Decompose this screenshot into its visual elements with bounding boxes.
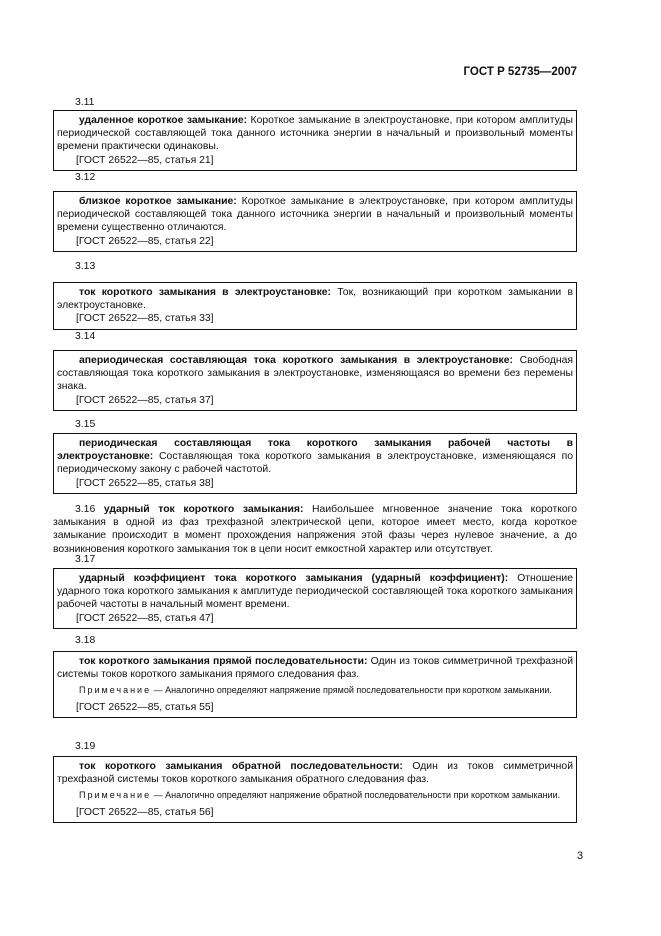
note-label: Примечание	[79, 790, 152, 801]
entry-number: 3.15	[75, 419, 96, 430]
entry-number: 3.18	[75, 635, 96, 646]
page-number: 3	[577, 850, 584, 862]
document-header: ГОСТ Р 52735—2007	[463, 66, 577, 78]
definition-text: Один из токов симметричной трехфазной системы токов короткого замыкания обратного следования фаз.	[57, 761, 573, 786]
note-label: Примечание	[79, 685, 152, 696]
note-text: — Аналогично определяют напряжение прямой последовательности при коротком замыкании.	[151, 685, 552, 696]
definition-text: Короткое замыкание в электроустановке, при котором амплитуды периодической составляющей тока данного источника энергии в начальный и произвольный моменты времени существенно отличаются.	[57, 196, 573, 234]
entry-number: 3.12	[75, 172, 96, 183]
definition-text: Свободная составляющая тока короткого замыкания в электроустановке, изменяющаяся во времени без перемены знака.	[57, 355, 574, 393]
entry-number: 3.14	[75, 331, 96, 342]
reference: [ГОСТ 26522—85, статья 21]	[76, 154, 214, 166]
term: ток короткого замыкания в электроустановке:	[79, 287, 332, 298]
note-text: — Аналогично определяют напряжение обратной последовательности при коротком замыкании.	[151, 790, 561, 801]
reference: [ГОСТ 26522—85, статья 55]	[76, 701, 214, 713]
entry-number: 3.13	[75, 261, 96, 272]
term-box	[53, 350, 577, 411]
entry-number: 3.17	[75, 554, 96, 565]
note	[54, 685, 576, 697]
term-box	[53, 191, 577, 252]
term-box	[53, 110, 577, 171]
definition	[54, 354, 576, 394]
definition	[54, 760, 576, 786]
term: апериодическая составляющая тока короткого замыкания в электроустановке:	[79, 355, 513, 366]
term-box	[53, 756, 577, 823]
definition-text: Один из токов симметричной трехфазной системы токов короткого замыкания прямого следования фаз.	[57, 656, 574, 681]
reference: [ГОСТ 26522—85, статья 47]	[76, 612, 214, 624]
definition-text: Отношение ударного тока короткого замыкания к амплитуде периодической составляющей тока короткого замыкания рабочей частоты в начальный момент времени.	[57, 573, 573, 611]
term: ударный ток короткого замыкания:	[103, 504, 304, 515]
definition	[54, 655, 576, 681]
reference: [ГОСТ 26522—85, статья 37]	[76, 394, 214, 406]
term-box	[53, 568, 577, 629]
entry-number: 3.16	[75, 504, 96, 515]
entry-number: 3.11	[75, 97, 95, 108]
note	[54, 790, 576, 802]
term-box	[53, 651, 577, 718]
definition-text: Ток, возникающий при коротком замыкании в электроустановке.	[57, 287, 574, 312]
definition	[54, 114, 576, 154]
definition-text: Короткое замыкание в электроустановке, при котором амплитуды периодической составляющей тока данного источника энергии в начальный и произвольный моменты времени практически одинаковы.	[57, 115, 573, 153]
definition	[54, 437, 576, 477]
term-box	[53, 433, 577, 494]
term: периодическая составляющая тока короткого замыкания рабочей частоты в электроустановке:	[57, 438, 573, 463]
definition	[54, 572, 576, 612]
definition	[54, 195, 576, 235]
entry-number: 3.19	[75, 741, 96, 752]
reference: [ГОСТ 26522—85, статья 33]	[76, 313, 214, 325]
term: ток короткого замыкания прямой последовательности:	[79, 656, 368, 667]
term: удаленное короткое замыкание:	[79, 115, 248, 126]
definition	[54, 286, 576, 312]
term: близкое короткое замыкание:	[79, 196, 237, 207]
reference: [ГОСТ 26522—85, статья 56]	[76, 806, 214, 818]
reference: [ГОСТ 26522—85, статья 22]	[76, 235, 214, 247]
definition-text: Составляющая тока короткого замыкания в электроустановке, изменяющаяся по периодическому закону с рабочей частотой.	[57, 451, 573, 476]
plain-paragraph	[53, 503, 577, 556]
definition-text: Наибольшее мгновенное значение тока короткого замыкания в одной из фаз трехфазной электрической цепи, которое имеет место, когда короткое замыкание происходит в момент прохождения напряжения этой фазы через нулевое значение, а до возникновения короткого замыкания ток в цепи носит емкостной характер или отсутствует.	[53, 504, 577, 555]
reference: [ГОСТ 26522—85, статья 38]	[76, 477, 214, 489]
term-box	[53, 282, 577, 330]
term: ток короткого замыкания обратной последовательности:	[79, 761, 403, 772]
definition	[53, 503, 577, 556]
term: ударный коэффициент тока короткого замыкания (ударный коэффициент):	[79, 573, 509, 584]
